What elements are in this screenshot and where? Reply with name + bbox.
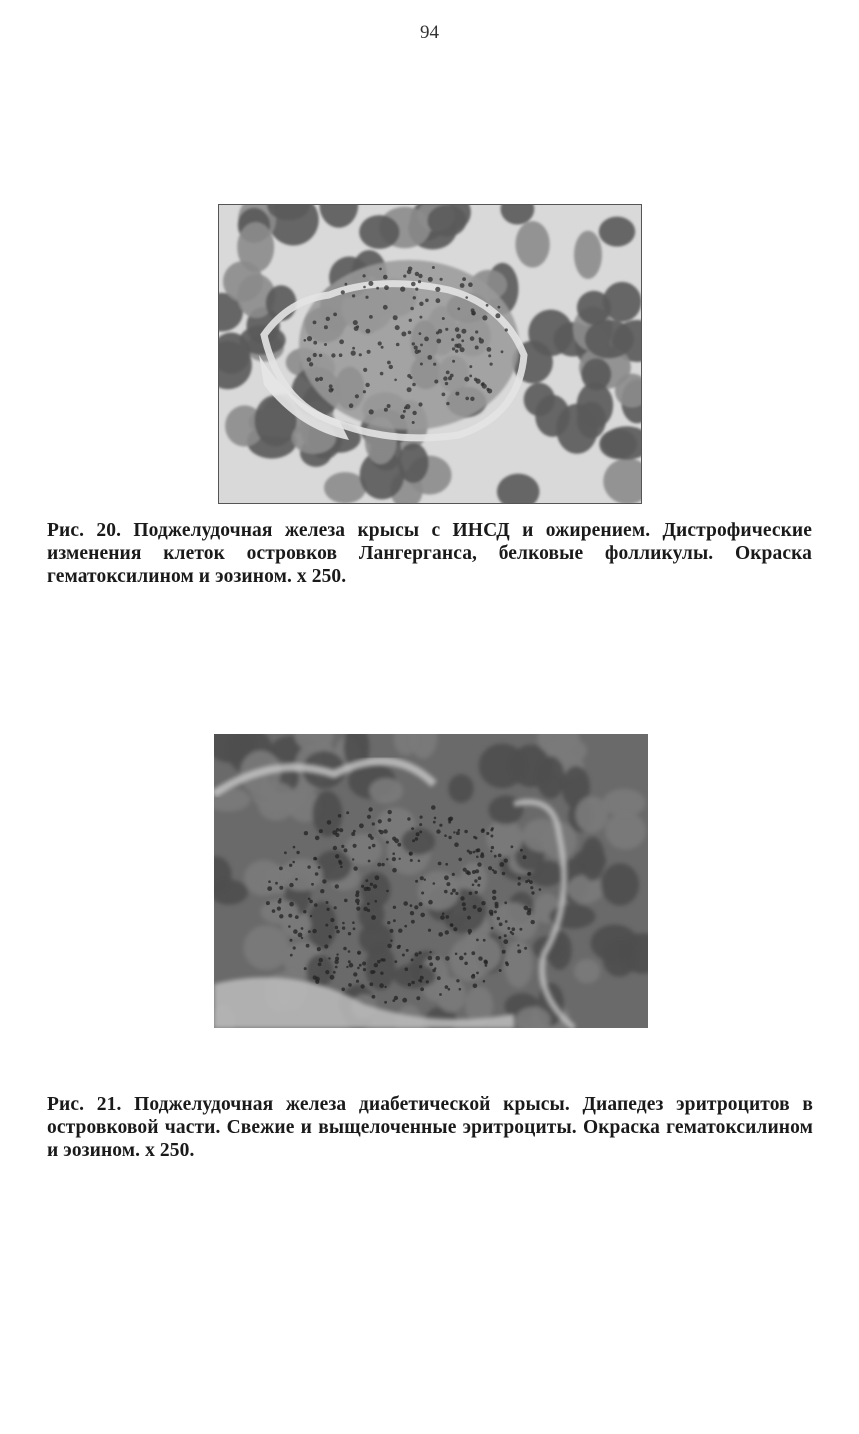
histology-micrograph-fig-20 [218,204,642,504]
histology-micrograph-fig-21 [214,734,648,1028]
page-number: 94 [420,22,439,43]
figure-caption-20: Рис. 20. Поджелудочная железа крысы с ИНСД и ожирением. Дистрофические изменения клеток островков Лангерганса, белковые фолликулы. Окраска гематоксилином и эозином. х 250. [47,520,812,587]
figure-caption-21: Рис. 21. Поджелудочная железа диабетической крысы. Диапедез эритроцитов в островковой части. Свежие и выщелоченные эритроциты. Окраска гематоксилином и эозином. х 250. [47,1094,813,1161]
